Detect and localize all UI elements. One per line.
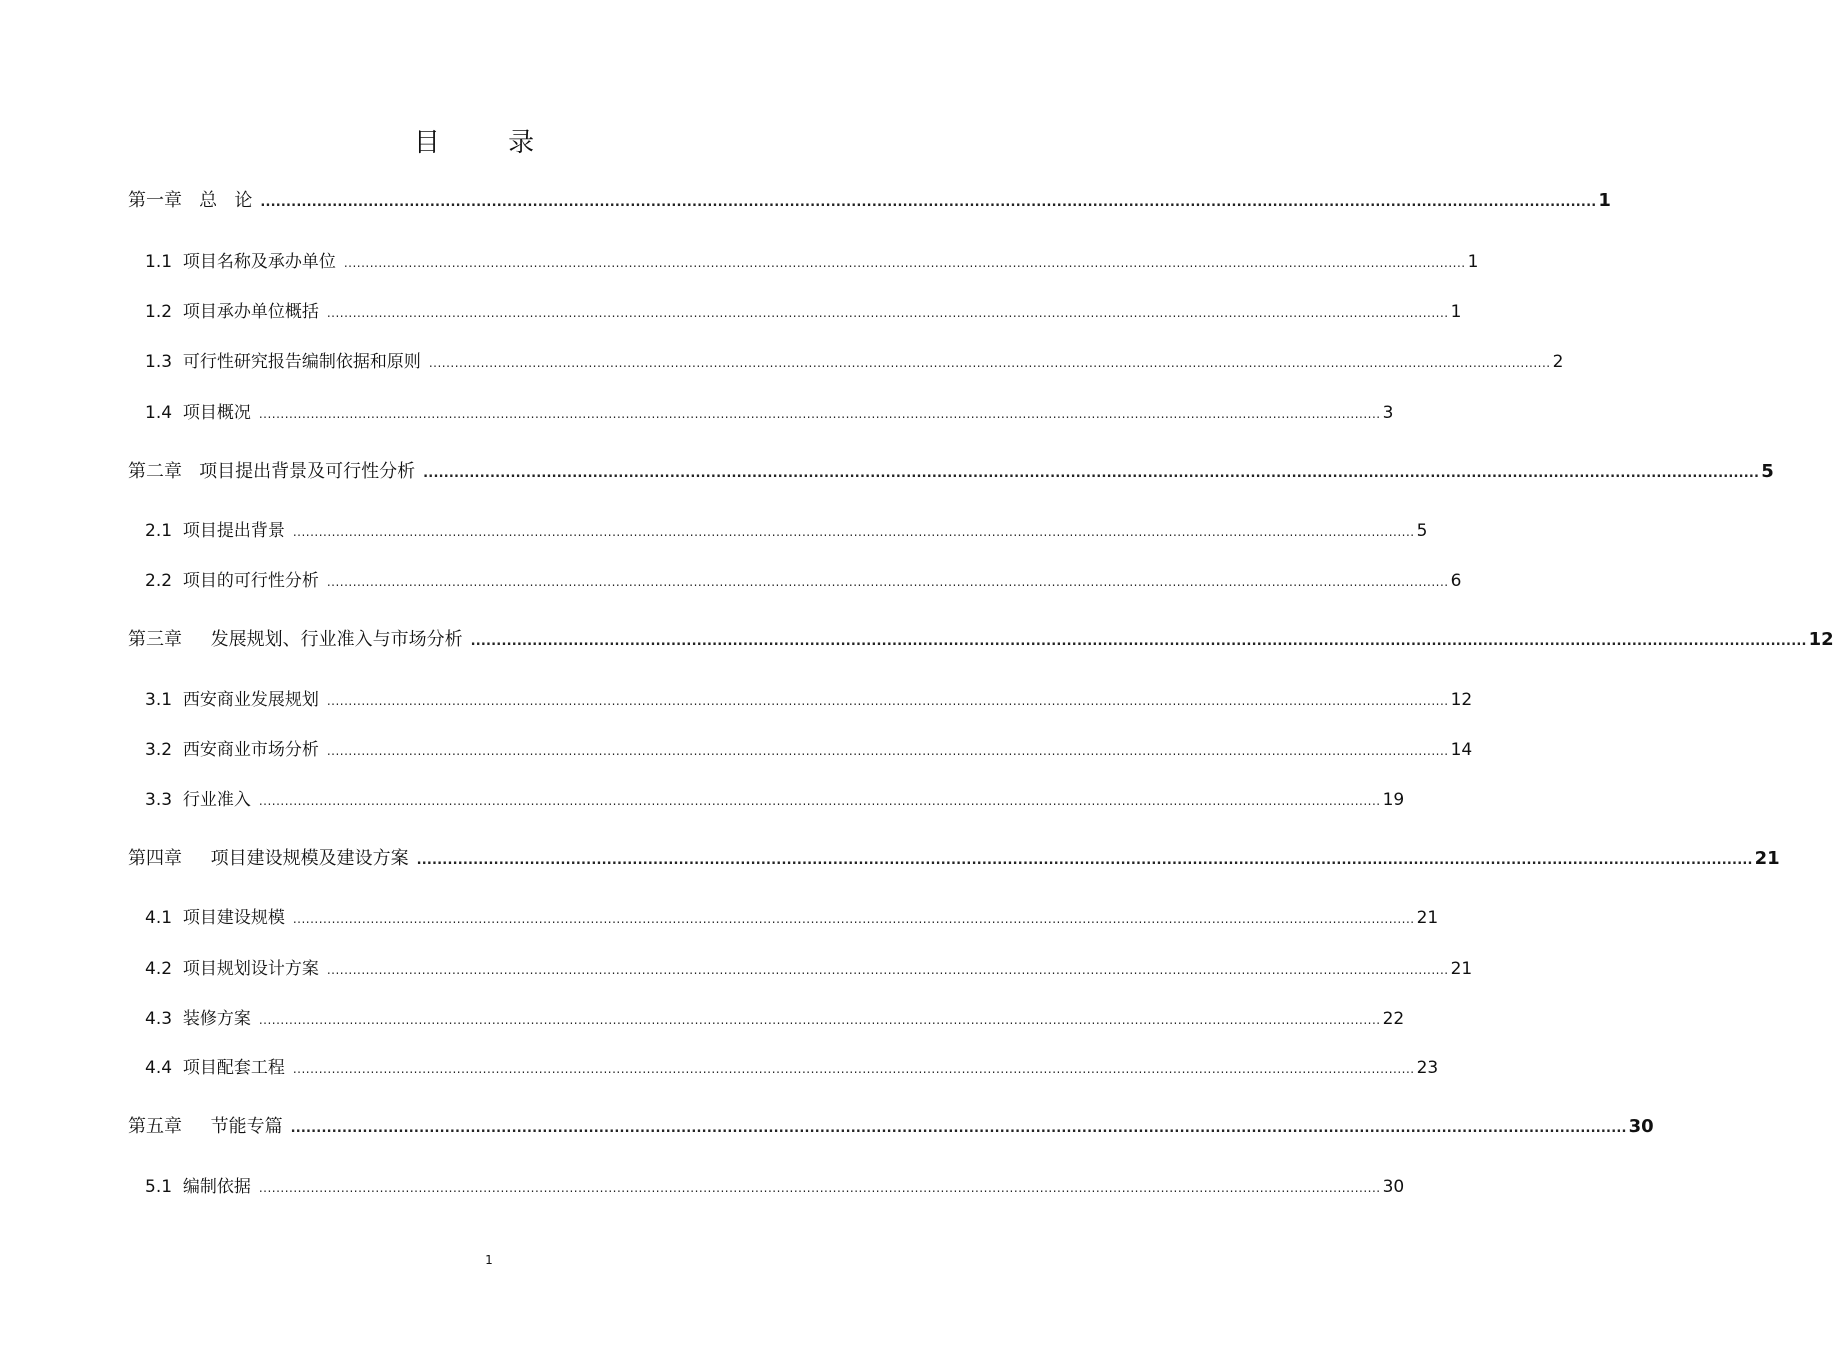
toc-entry-label: 3.2 西安商业市场分析 [145,740,319,760]
toc-entry-label: 第二章 项目提出背景及可行性分析 [128,461,416,482]
toc-leader-dots: .................................................................................................................................................................................................................................................................... [326,306,1449,320]
toc-entry-label: 3.1 西安商业发展规划 [145,690,319,710]
toc-entry-label: 1.1 项目名称及承办单位 [145,252,336,272]
toc-section-entry[interactable] [145,398,1394,426]
toc-entry-page: 12 [1450,690,1473,710]
toc-section-entry[interactable] [145,735,1473,763]
toc-entry-page: 19 [1382,790,1405,810]
toc-section-entry[interactable] [145,297,1462,325]
toc-entry-label: 4.4 项目配套工程 [145,1058,285,1078]
toc-entry-page: 6 [1450,571,1462,591]
toc-entry-label: 5.1 编制依据 [145,1177,251,1197]
toc-entry-page: 5 [1761,461,1774,482]
toc-entry-page: 23 [1416,1058,1439,1078]
toc-leader-dots: .................................................................................................................................................................................................................................................................... [326,963,1449,977]
toc-section-entry[interactable] [145,1004,1405,1032]
toc-entry-label: 第三章 发展规划、行业准入与市场分析 [128,629,463,650]
toc-leader-dots: .................................................................................................................................................................................................................................................................... [326,575,1449,589]
toc-entry-label: 第四章 项目建设规模及建设方案 [128,848,409,869]
toc-entry-page: 22 [1382,1009,1405,1029]
toc-entry-label: 1.4 项目概况 [145,403,251,423]
toc-leader-dots: .................................................................................................................................................................................................................................................................... [260,195,1597,210]
toc-chapter-entry[interactable] [128,625,1834,653]
toc-leader-dots: .................................................................................................................................................................................................................................................................... [290,1121,1627,1136]
toc-entry-label: 4.3 装修方案 [145,1009,251,1029]
toc-chapter-entry[interactable] [128,457,1774,485]
toc-section-entry[interactable] [145,1053,1439,1081]
toc-leader-dots: .................................................................................................................................................................................................................................................................... [258,407,1381,421]
toc-leader-dots: .................................................................................................................................................................................................................................................................... [343,256,1466,270]
toc-section-entry[interactable] [145,347,1564,375]
toc-leader-dots: .................................................................................................................................................................................................................................................................... [258,1181,1381,1195]
toc-entry-page: 1 [1467,252,1479,272]
toc-entry-page: 1 [1450,302,1462,322]
toc-entry-page: 21 [1416,908,1439,928]
toc-entry-page: 30 [1628,1116,1654,1137]
toc-section-entry[interactable] [145,685,1473,713]
toc-leader-dots: .................................................................................................................................................................................................................................................................... [423,466,1760,481]
toc-leader-dots: .................................................................................................................................................................................................................................................................... [258,1013,1381,1027]
toc-section-entry[interactable] [145,785,1405,813]
toc-chapter-entry[interactable] [128,844,1780,872]
toc-entry-label: 4.1 项目建设规模 [145,908,285,928]
toc-entry-page: 14 [1450,740,1473,760]
toc-leader-dots: .................................................................................................................................................................................................................................................................... [292,525,1415,539]
toc-section-entry[interactable] [145,1172,1405,1200]
toc-entry-label: 2.2 项目的可行性分析 [145,571,319,591]
toc-leader-dots: .................................................................................................................................................................................................................................................................... [416,853,1753,868]
toc-section-entry[interactable] [145,516,1428,544]
toc-leader-dots: .................................................................................................................................................................................................................................................................... [326,694,1449,708]
page-title: 目 录 [413,128,565,158]
toc-leader-dots: .................................................................................................................................................................................................................................................................... [292,1062,1415,1076]
toc-entry-page: 1 [1598,190,1611,211]
toc-section-entry[interactable] [145,954,1473,982]
page-number: 1 [485,1253,493,1267]
toc-leader-dots: .................................................................................................................................................................................................................................................................... [292,912,1415,926]
toc-entry-page: 21 [1754,848,1780,869]
toc-chapter-entry[interactable] [128,1112,1654,1140]
toc-chapter-entry[interactable] [128,186,1611,214]
toc-entry-page: 5 [1416,521,1428,541]
toc-section-entry[interactable] [145,247,1479,275]
toc-section-entry[interactable] [145,566,1462,594]
toc-leader-dots: .................................................................................................................................................................................................................................................................... [326,744,1449,758]
toc-entry-label: 1.2 项目承办单位概括 [145,302,319,322]
toc-entry-page: 30 [1382,1177,1405,1197]
toc-entry-label: 4.2 项目规划设计方案 [145,959,319,979]
toc-leader-dots: .................................................................................................................................................................................................................................................................... [470,634,1807,649]
toc-entry-label: 2.1 项目提出背景 [145,521,285,541]
toc-entry-page: 2 [1552,352,1564,372]
toc-leader-dots: .................................................................................................................................................................................................................................................................... [428,356,1551,370]
toc-entry-label: 第一章 总 论 [128,190,253,211]
toc-entry-label: 1.3 可行性研究报告编制依据和原则 [145,352,421,372]
toc-entry-label: 3.3 行业准入 [145,790,251,810]
toc-section-entry[interactable] [145,903,1439,931]
toc-leader-dots: .................................................................................................................................................................................................................................................................... [258,794,1381,808]
toc-entry-page: 3 [1382,403,1394,423]
toc-entry-page: 12 [1808,629,1834,650]
toc-entry-label: 第五章 节能专篇 [128,1116,283,1137]
toc-entry-page: 21 [1450,959,1473,979]
